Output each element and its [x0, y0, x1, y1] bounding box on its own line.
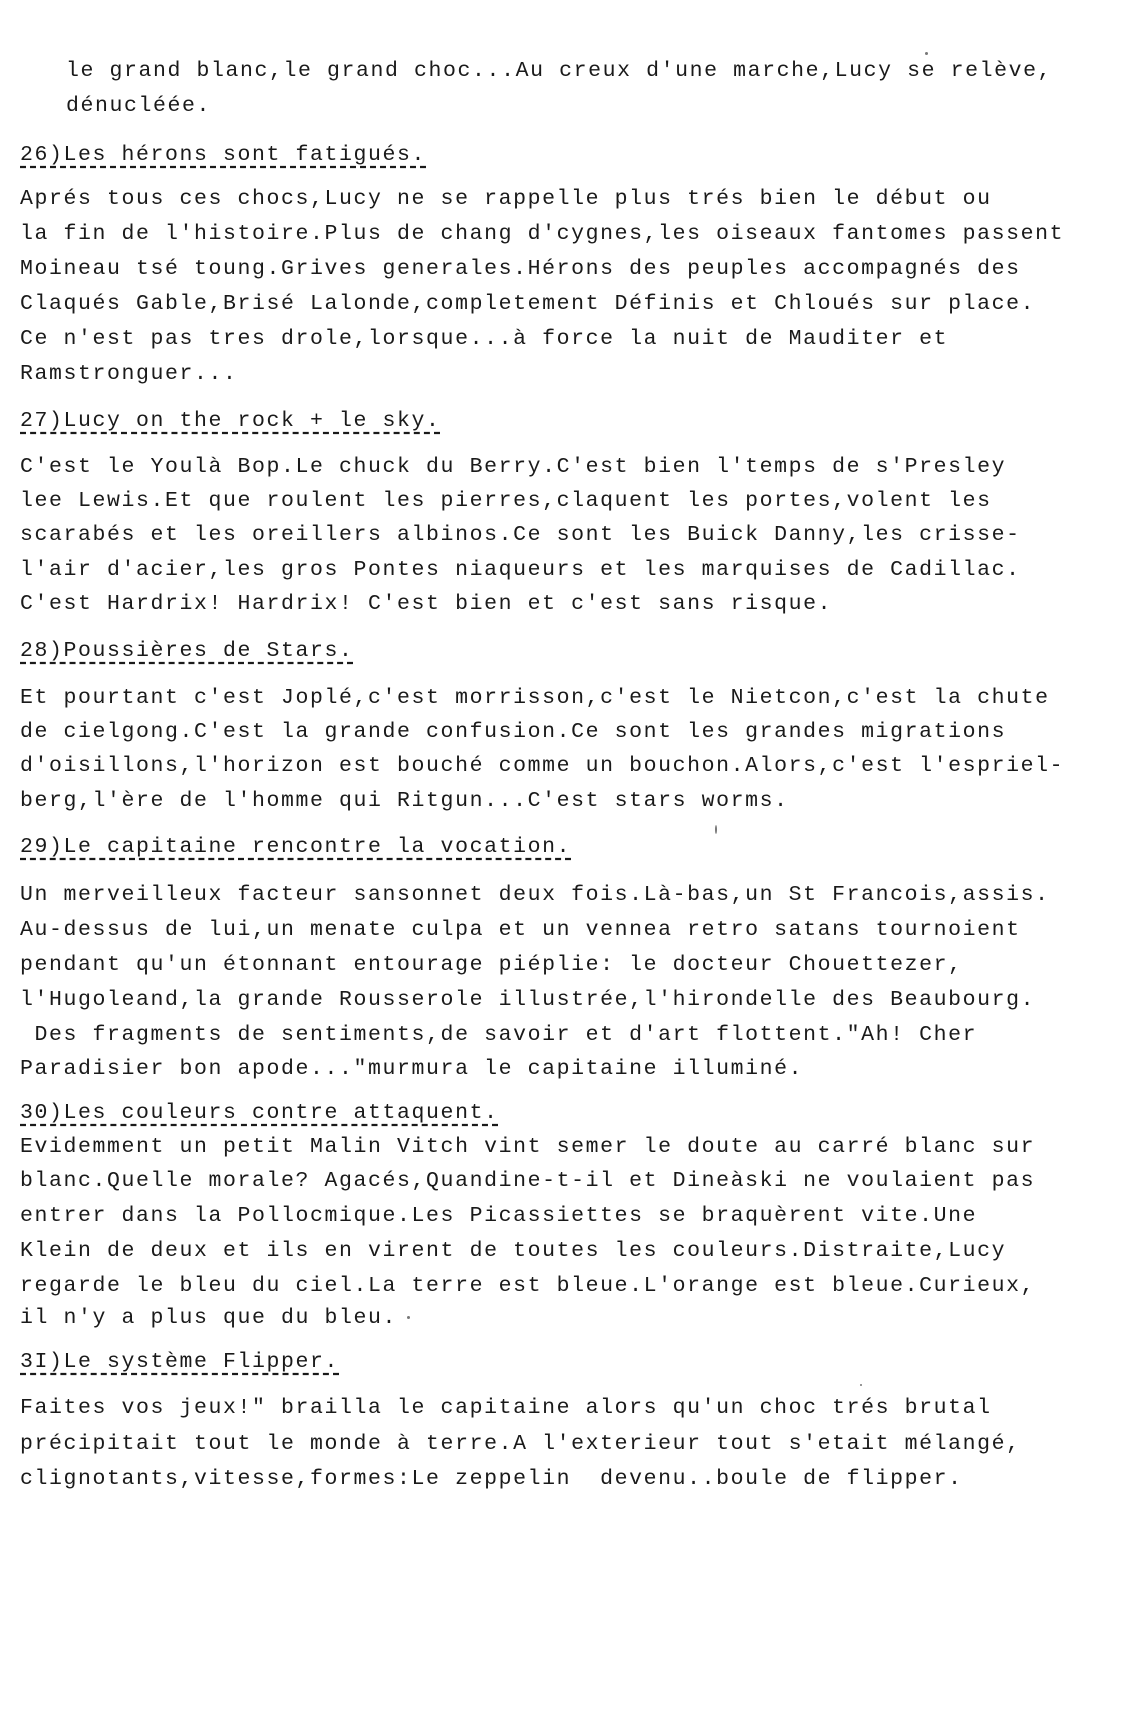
- section-heading: 28)Poussières de Stars.: [20, 639, 354, 663]
- body-line: Aprés tous ces chocs,Lucy ne se rappelle plus trés bien le début ou: [20, 187, 992, 211]
- scan-speck: [715, 825, 717, 834]
- body-line: de cielgong.C'est la grande confusion.Ce sont les grandes migrations: [20, 720, 1007, 744]
- body-line: Des fragments de sentiments,de savoir et d'art flottent."Ah! Cher: [20, 1023, 978, 1047]
- body-line: entrer dans la Pollocmique.Les Picassiettes se braquèrent vite.Une: [20, 1204, 978, 1228]
- scan-speck: [860, 1384, 862, 1386]
- section-heading: 27)Lucy on the rock + le sky.: [20, 409, 441, 433]
- body-line: berg,l'ère de l'homme qui Ritgun...C'est stars worms.: [20, 789, 789, 813]
- body-line: Ramstronguer...: [20, 362, 238, 386]
- body-line: scarabés et les oreillers albinos.Ce sont les Buick Danny,les crisse-: [20, 523, 1021, 547]
- body-line: Paradisier bon apode..."murmura le capitaine illuminé.: [20, 1057, 804, 1081]
- body-line: précipitait tout le monde à terre.A l'exterieur tout s'etait mélangé,: [20, 1432, 1021, 1456]
- body-line: il n'y a plus que du bleu.: [20, 1306, 398, 1330]
- body-line: la fin de l'histoire.Plus de chang d'cygnes,les oiseaux fantomes passent: [20, 222, 1065, 246]
- body-line: Ce n'est pas tres drole,lorsque...à force la nuit de Mauditer et: [20, 327, 949, 351]
- section-heading: 3I)Le système Flipper.: [20, 1350, 340, 1374]
- body-line: l'air d'acier,les gros Pontes niaqueurs et les marquises de Cadillac.: [20, 558, 1021, 582]
- body-line: regarde le bleu du ciel.La terre est bleue.L'orange est bleue.Curieux,: [20, 1274, 1036, 1298]
- body-line: Evidemment un petit Malin Vitch vint semer le doute au carré blanc sur: [20, 1135, 1036, 1159]
- intro-line: le grand blanc,le grand choc...Au creux d'une marche,Lucy se relève,: [66, 59, 1053, 83]
- body-line: Au-dessus de lui,un menate culpa et un vennea retro satans tournoient: [20, 918, 1021, 942]
- body-line: C'est Hardrix! Hardrix! C'est bien et c'est sans risque.: [20, 592, 833, 616]
- body-line: clignotants,vitesse,formes:Le zeppelin devenu..boule de flipper.: [20, 1467, 963, 1491]
- body-line: Faites vos jeux!" brailla le capitaine alors qu'un choc trés brutal: [20, 1396, 992, 1420]
- body-line: Un merveilleux facteur sansonnet deux fois.Là-bas,un St Francois,assis.: [20, 883, 1050, 907]
- body-line: pendant qu'un étonnant entourage piéplie: le docteur Chouettezer,: [20, 953, 963, 977]
- body-line: lee Lewis.Et que roulent les pierres,claquent les portes,volent les: [20, 489, 992, 513]
- scan-speck: [925, 52, 928, 55]
- body-line: C'est le Youlà Bop.Le chuck du Berry.C'est bien l'temps de s'Presley: [20, 455, 1007, 479]
- body-line: blanc.Quelle morale? Agacés,Quandine-t-il et Dineàski ne voulaient pas: [20, 1169, 1036, 1193]
- intro-line: dénucléée.: [66, 94, 212, 118]
- section-heading: 30)Les couleurs contre attaquent.: [20, 1101, 499, 1125]
- body-line: Klein de deux et ils en virent de toutes les couleurs.Distraite,Lucy: [20, 1239, 1007, 1263]
- body-line: Et pourtant c'est Joplé,c'est morrisson,c'est le Nietcon,c'est la chute: [20, 686, 1050, 710]
- section-heading: 29)Le capitaine rencontre la vocation.: [20, 835, 572, 859]
- section-heading: 26)Les hérons sont fatigués.: [20, 143, 427, 167]
- body-line: Claqués Gable,Brisé Lalonde,completement Définis et Chloués sur place.: [20, 292, 1036, 316]
- body-line: Moineau tsé toung.Grives generales.Hérons des peuples accompagnés des: [20, 257, 1021, 281]
- body-line: l'Hugoleand,la grande Rousserole illustrée,l'hirondelle des Beaubourg.: [20, 988, 1036, 1012]
- body-line: d'oisillons,l'horizon est bouché comme un bouchon.Alors,c'est l'espriel-: [20, 754, 1065, 778]
- scan-speck: [407, 1316, 410, 1319]
